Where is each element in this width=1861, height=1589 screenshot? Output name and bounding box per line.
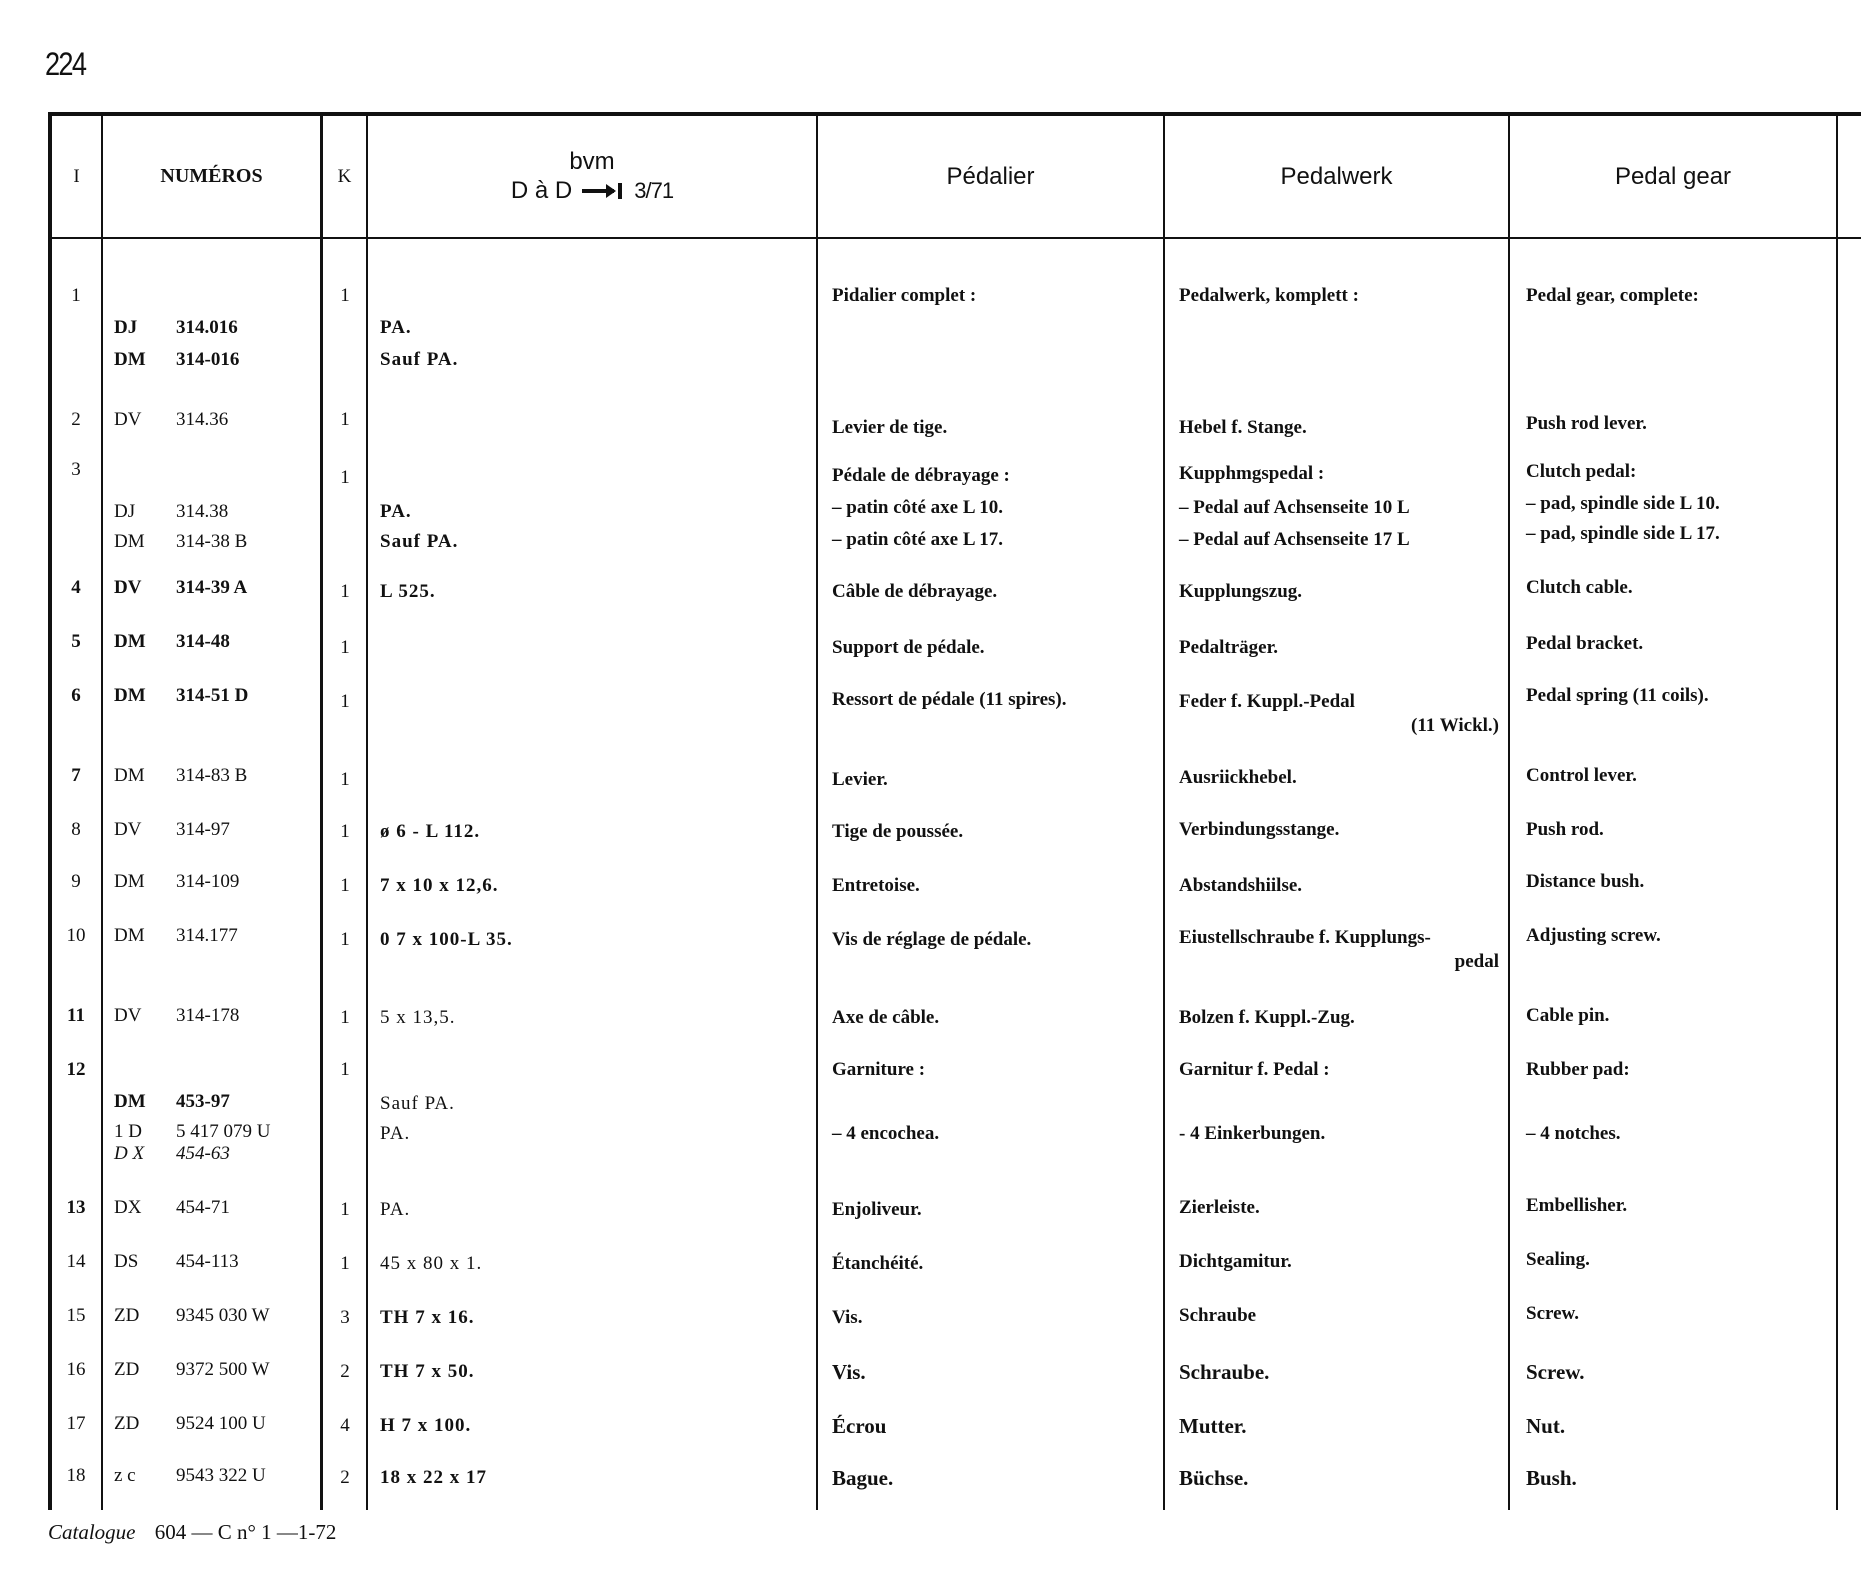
header-col-de: Pedalwerk — [1280, 162, 1393, 190]
item-quantity: 3 — [340, 1307, 350, 1328]
description-de: pedal — [1454, 951, 1499, 972]
item-quantity: 1 — [340, 769, 350, 790]
part-number-prefix: DM — [114, 531, 145, 552]
part-number — [114, 868, 239, 896]
description-de: Feder f. Kuppl.-Pedal — [1179, 691, 1355, 712]
description-de: Büchse. — [1179, 1466, 1249, 1490]
part-number-value: 454-71 — [176, 1197, 230, 1218]
description-en: – pad, spindle side L 10. — [1526, 493, 1720, 514]
description-fr: Pidalier complet : — [832, 285, 977, 306]
description-fr: – patin côté axe L 10. — [832, 497, 1003, 518]
part-number — [114, 1140, 230, 1168]
part-number — [114, 1356, 270, 1384]
description-de: Eiustellschraube f. Kupplungs- — [1179, 927, 1431, 948]
part-number-prefix: DM — [114, 765, 145, 786]
description-en: Embellisher. — [1526, 1195, 1628, 1216]
column-divider — [48, 112, 52, 1510]
description-en: Push rod. — [1526, 819, 1604, 840]
description-de: Kupplungszug. — [1179, 581, 1303, 602]
part-number-value: 314-178 — [176, 1005, 240, 1026]
part-number — [114, 1462, 266, 1490]
part-number — [114, 1302, 270, 1330]
description-fr: Vis de réglage de pédale. — [832, 929, 1032, 950]
part-number-prefix: DM — [114, 925, 145, 946]
part-number-prefix: DV — [114, 409, 142, 430]
description-fr: Levier de tige. — [832, 417, 948, 438]
part-number-value: 314.177 — [176, 925, 238, 946]
item-quantity: 2 — [340, 1467, 350, 1488]
description-fr: Enjoliveur. — [832, 1199, 922, 1220]
part-number-value: 9372 500 W — [176, 1359, 270, 1380]
part-number — [114, 528, 247, 556]
part-number — [114, 1410, 266, 1438]
item-quantity: 1 — [340, 821, 350, 842]
description-fr: Pédale de débrayage : — [832, 465, 1010, 486]
spec-text: PA. — [380, 1123, 411, 1144]
column-divider — [1836, 112, 1838, 1510]
item-quantity: 1 — [340, 1253, 350, 1274]
item-index: 10 — [66, 925, 86, 946]
column-divider — [101, 112, 103, 1510]
part-number-value: 314.38 — [176, 501, 229, 522]
part-number-prefix: ZD — [114, 1413, 140, 1434]
column-divider — [1508, 112, 1510, 1510]
description-de: Hebel f. Stange. — [1179, 417, 1307, 438]
description-fr: – 4 encochea. — [832, 1123, 940, 1144]
description-de: – Pedal auf Achsenseite 10 L — [1179, 497, 1410, 518]
description-en: Distance bush. — [1526, 871, 1645, 892]
arrow-to-bar-icon — [580, 181, 626, 201]
part-number-value: 454-63 — [176, 1143, 230, 1164]
description-de: Dichtgamitur. — [1179, 1251, 1292, 1272]
description-en: Clutch pedal: — [1526, 461, 1637, 482]
part-number-prefix: DM — [114, 1091, 146, 1112]
part-number — [114, 1248, 239, 1276]
part-number — [114, 1002, 239, 1030]
part-number-value: 5 417 079 U — [176, 1121, 271, 1142]
part-number-prefix: DV — [114, 577, 142, 598]
item-quantity: 1 — [340, 875, 350, 896]
spec-text: ø 6 - L 112. — [380, 821, 481, 842]
part-number — [114, 406, 228, 434]
item-index: 7 — [71, 765, 81, 786]
description-fr: Ressort de pédale (11 spires). — [832, 689, 1067, 710]
description-de: Zierleiste. — [1179, 1197, 1260, 1218]
header-spec-line2: D à D — [510, 176, 573, 204]
part-number — [114, 314, 238, 342]
item-quantity: 1 — [340, 929, 350, 950]
spec-text: 0 7 x 100-L 35. — [380, 929, 513, 950]
part-number-prefix: DJ — [114, 501, 136, 522]
part-number-prefix: z c — [114, 1465, 136, 1486]
description-fr: Écrou — [832, 1414, 887, 1438]
item-quantity: 1 — [340, 1059, 350, 1080]
description-de: Schraube — [1179, 1305, 1257, 1326]
footer-catalogue-word: Catalogue — [48, 1520, 136, 1544]
spec-text: Sauf PA. — [380, 531, 459, 552]
header-col-k: K — [337, 165, 352, 187]
spec-text: TH 7 x 16. — [380, 1307, 475, 1328]
part-number — [114, 762, 247, 790]
description-en: – pad, spindle side L 17. — [1526, 523, 1720, 544]
item-index: 11 — [67, 1005, 85, 1026]
part-number-prefix: 1 D — [114, 1121, 142, 1142]
description-fr: Support de pédale. — [832, 637, 985, 658]
item-index: 18 — [66, 1465, 86, 1486]
spec-text: 45 x 80 x 1. — [380, 1253, 483, 1274]
column-divider — [1163, 112, 1165, 1510]
part-number — [114, 816, 230, 844]
description-de: Verbindungsstange. — [1179, 819, 1340, 840]
part-number — [114, 1088, 230, 1116]
description-de: Abstandshiilse. — [1179, 875, 1303, 896]
part-number-value: 9345 030 W — [176, 1305, 270, 1326]
description-de: (11 Wickl.) — [1411, 715, 1499, 736]
spec-text: 18 x 22 x 17 — [380, 1467, 487, 1488]
part-number-value: 314-48 — [176, 631, 230, 652]
catalogue-footer — [48, 1520, 336, 1545]
part-number — [114, 628, 230, 656]
header-spec-line1: bvm — [569, 147, 615, 175]
description-de: Ausriickhebel. — [1179, 767, 1297, 788]
item-quantity: 2 — [340, 1361, 350, 1382]
spec-text: PA. — [380, 317, 412, 338]
spec-text: 7 x 10 x 12,6. — [380, 875, 499, 896]
item-index: 4 — [71, 577, 81, 598]
part-number — [114, 1194, 230, 1222]
item-index: 3 — [71, 459, 81, 480]
part-number-prefix: DM — [114, 631, 146, 652]
part-number-value: 314-97 — [176, 819, 230, 840]
item-quantity: 1 — [340, 285, 350, 306]
description-de: Mutter. — [1179, 1414, 1247, 1438]
part-number-prefix: DV — [114, 1005, 142, 1026]
description-fr: Bague. — [832, 1466, 894, 1490]
description-fr: Axe de câble. — [832, 1007, 940, 1028]
description-en: Nut. — [1526, 1414, 1566, 1438]
description-fr: Étanchéité. — [832, 1253, 924, 1274]
item-quantity: 1 — [340, 409, 350, 430]
item-index: 15 — [66, 1305, 86, 1326]
part-number — [114, 346, 239, 374]
item-index: 12 — [66, 1059, 86, 1080]
spec-text: Sauf PA. — [380, 1093, 455, 1114]
part-number-prefix: DX — [114, 1197, 142, 1218]
column-divider — [366, 112, 368, 1510]
description-fr: Câble de débrayage. — [832, 581, 998, 602]
description-en: Rubber pad: — [1526, 1059, 1630, 1080]
part-number-value: 314.016 — [176, 317, 238, 338]
page-number: 224 — [45, 46, 86, 82]
description-en: Push rod lever. — [1526, 413, 1647, 434]
part-number-value: 314-39 A — [176, 577, 248, 598]
part-number-value: 314.36 — [176, 409, 229, 430]
part-number-prefix: DM — [114, 871, 145, 892]
header-col-fr: Pédalier — [946, 162, 1035, 190]
spec-text: PA. — [380, 501, 412, 522]
description-en: Pedal spring (11 coils). — [1526, 685, 1709, 706]
part-number — [114, 682, 248, 710]
part-number-prefix: ZD — [114, 1305, 140, 1326]
spec-text: L 525. — [380, 581, 436, 602]
item-index: 8 — [71, 819, 81, 840]
header-col-i: I — [73, 165, 80, 187]
spec-text: TH 7 x 50. — [380, 1361, 475, 1382]
part-number-prefix: DS — [114, 1251, 139, 1272]
item-index: 6 — [71, 685, 81, 706]
part-number-prefix: DJ — [114, 317, 138, 338]
description-en: Sealing. — [1526, 1249, 1590, 1270]
part-number-value: 314-016 — [176, 349, 240, 370]
part-number-value: 453-97 — [176, 1091, 230, 1112]
description-en: Clutch cable. — [1526, 577, 1633, 598]
header-col-en: Pedal gear — [1614, 162, 1732, 190]
item-quantity: 1 — [340, 1199, 350, 1220]
description-de: Schraube. — [1179, 1360, 1270, 1384]
description-fr: – patin côté axe L 17. — [832, 529, 1003, 550]
description-en: Screw. — [1526, 1360, 1585, 1384]
part-number — [114, 922, 238, 950]
part-number-prefix: ZD — [114, 1359, 140, 1380]
description-de: Bolzen f. Kuppl.-Zug. — [1179, 1007, 1355, 1028]
part-number-value: 9543 322 U — [176, 1465, 266, 1486]
item-index: 2 — [71, 409, 81, 430]
part-number — [114, 498, 228, 526]
description-en: Pedal bracket. — [1526, 633, 1644, 654]
description-fr: Tige de poussée. — [832, 821, 964, 842]
description-en: Control lever. — [1526, 765, 1637, 786]
part-number-value: 9524 100 U — [176, 1413, 266, 1434]
spec-text: PA. — [380, 1199, 411, 1220]
item-quantity: 1 — [340, 637, 350, 658]
description-de: Kupphmgspedal : — [1179, 463, 1325, 484]
description-fr: Entretoise. — [832, 875, 920, 896]
part-number-prefix: DM — [114, 685, 146, 706]
part-number-value: 314-109 — [176, 871, 240, 892]
item-quantity: 4 — [340, 1415, 350, 1436]
part-number-value: 314-83 B — [176, 765, 248, 786]
item-index: 9 — [71, 871, 81, 892]
item-quantity: 1 — [340, 1007, 350, 1028]
item-quantity: 1 — [340, 581, 350, 602]
item-index: 13 — [66, 1197, 86, 1218]
item-index: 5 — [71, 631, 81, 652]
part-number-value: 314-38 B — [176, 531, 248, 552]
part-number-prefix: DM — [114, 349, 146, 370]
description-en: Adjusting screw. — [1526, 925, 1661, 946]
part-number-prefix: D X — [114, 1143, 145, 1164]
description-de: Pedalträger. — [1179, 637, 1279, 658]
description-en: Bush. — [1526, 1466, 1577, 1490]
description-fr: Garniture : — [832, 1059, 926, 1080]
description-de: Pedalwerk, komplett : — [1179, 285, 1359, 306]
part-number-value: 454-113 — [176, 1251, 239, 1272]
header-col-numeros: NUMÉROS — [160, 165, 263, 187]
description-en: – 4 notches. — [1526, 1123, 1621, 1144]
footer-catalogue-ref: 604 — C n° 1 —1-72 — [154, 1520, 337, 1544]
column-divider — [816, 112, 818, 1510]
description-de: – Pedal auf Achsenseite 17 L — [1179, 529, 1410, 550]
part-number-value: 314-51 D — [176, 685, 249, 706]
item-index: 17 — [66, 1413, 86, 1434]
description-de: Garnitur f. Pedal : — [1179, 1059, 1330, 1080]
description-fr: Vis. — [832, 1307, 863, 1328]
description-en: Cable pin. — [1526, 1005, 1610, 1026]
part-number — [114, 574, 247, 602]
description-fr: Vis. — [832, 1360, 866, 1384]
item-index: 1 — [71, 285, 81, 306]
part-number-prefix: DV — [114, 819, 142, 840]
spec-text: H 7 x 100. — [380, 1415, 472, 1436]
description-de: - 4 Einkerbungen. — [1179, 1123, 1326, 1144]
spec-text: Sauf PA. — [380, 349, 459, 370]
description-en: Pedal gear, complete: — [1526, 285, 1699, 306]
item-index: 14 — [66, 1251, 86, 1272]
spec-text: 5 x 13,5. — [380, 1007, 456, 1028]
header-col-spec — [368, 116, 816, 237]
header-spec-date: 3/71 — [634, 177, 674, 203]
description-en: Screw. — [1526, 1303, 1579, 1324]
description-fr: Levier. — [832, 769, 888, 790]
item-quantity: 1 — [340, 467, 350, 488]
item-index: 16 — [66, 1359, 86, 1380]
item-quantity: 1 — [340, 691, 350, 712]
column-divider — [320, 112, 323, 1510]
